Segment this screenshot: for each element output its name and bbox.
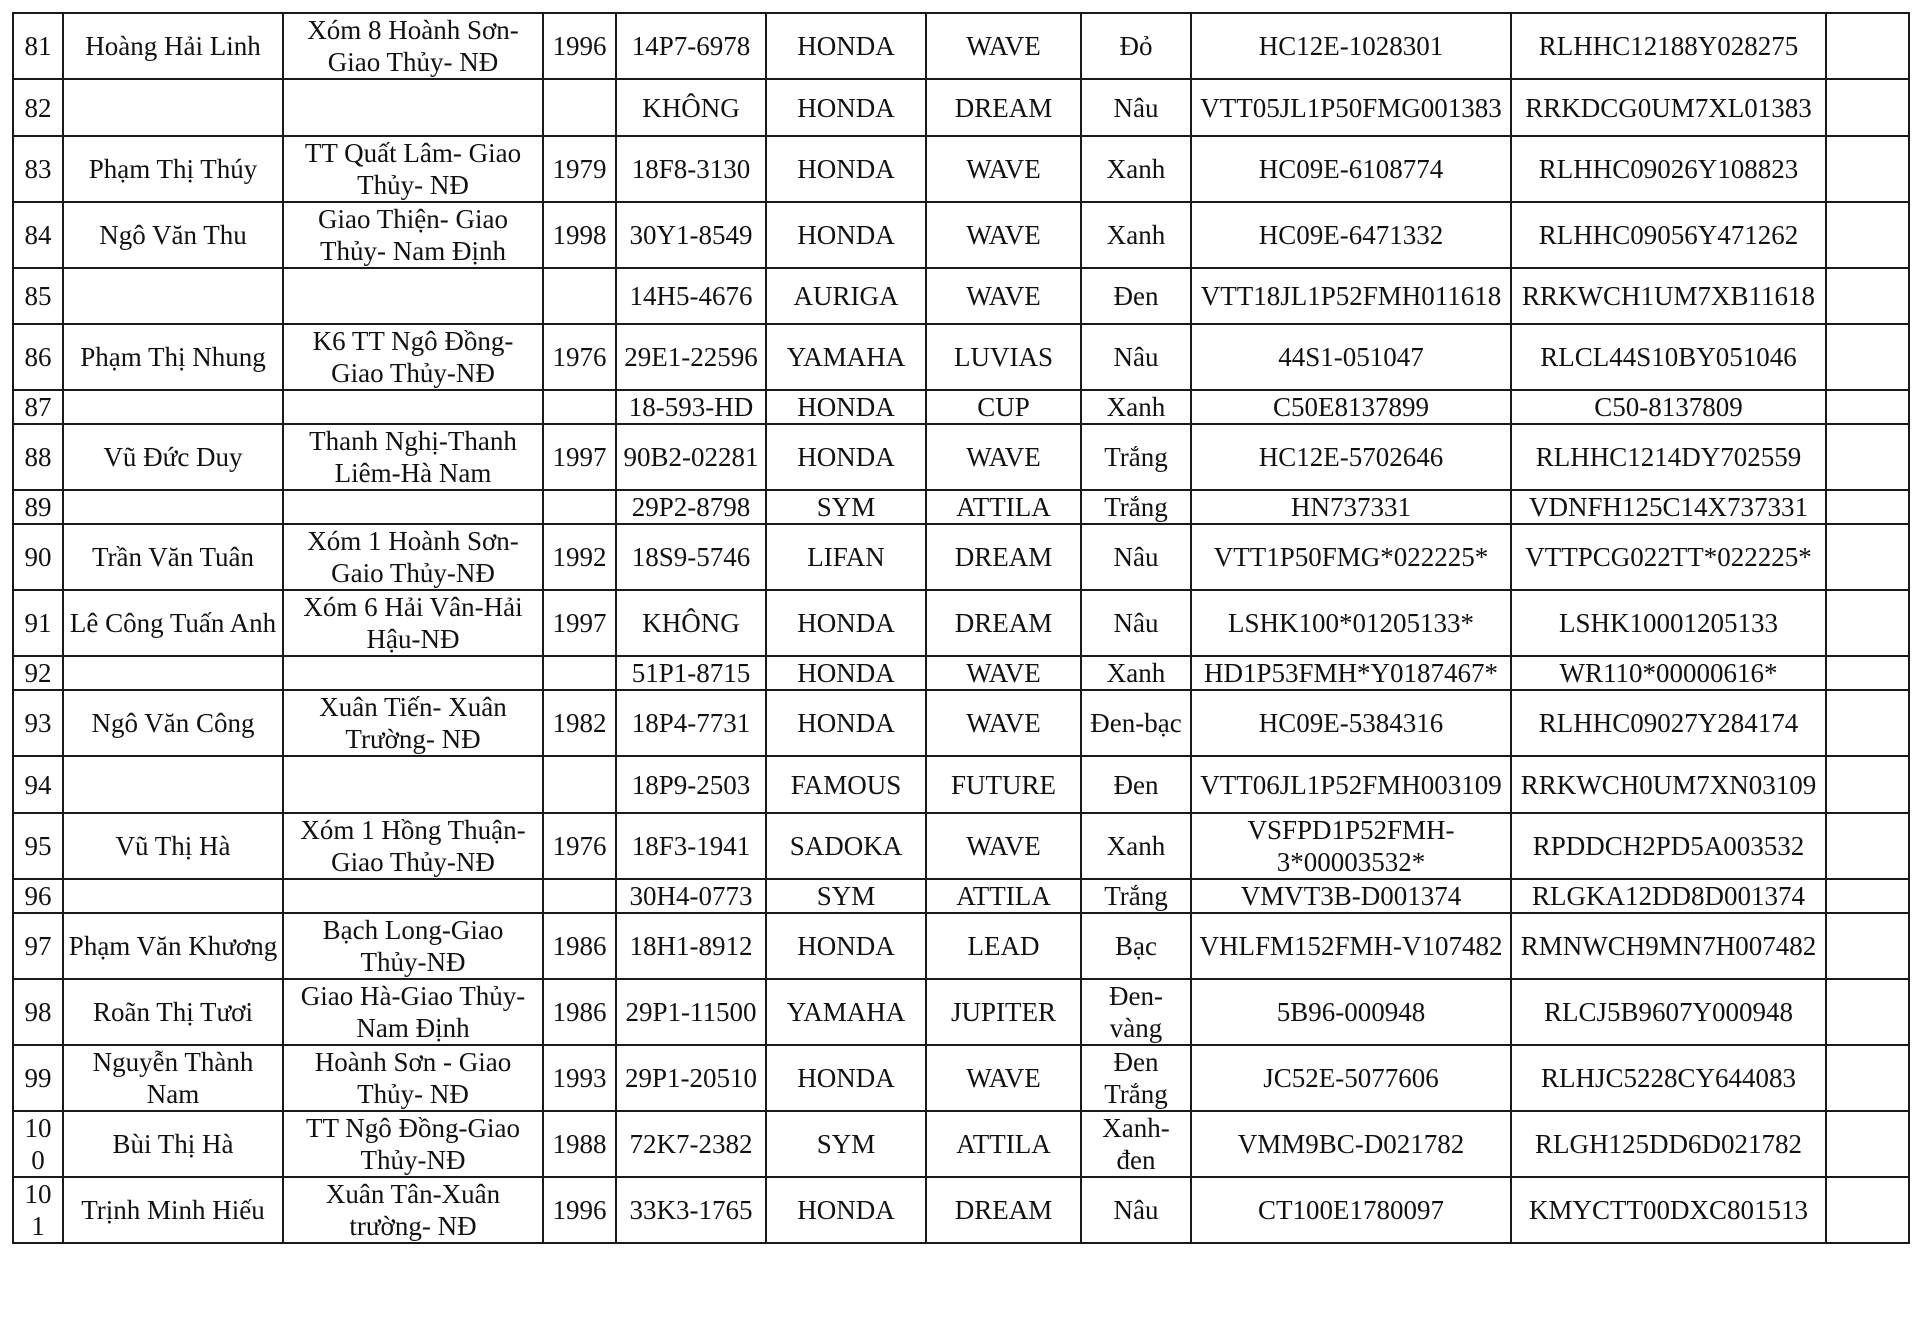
cell-model: WAVE <box>926 136 1081 202</box>
vehicle-table <box>12 12 1910 1244</box>
cell-address <box>283 390 543 424</box>
cell-brand: HONDA <box>766 136 926 202</box>
cell-frame-number: WR110*00000616* <box>1511 656 1826 690</box>
table-row <box>13 813 1909 879</box>
cell-address: Giao Thiện- Giao Thủy- Nam Định <box>283 202 543 268</box>
cell-stt: 101 <box>13 1177 63 1243</box>
cell-address <box>283 756 543 813</box>
cell-empty <box>1826 202 1909 268</box>
table-row <box>13 424 1909 490</box>
cell-brand: HONDA <box>766 390 926 424</box>
cell-brand: HONDA <box>766 13 926 79</box>
cell-frame-number: RLHHC09027Y284174 <box>1511 690 1826 756</box>
cell-stt: 100 <box>13 1111 63 1177</box>
cell-plate: 18S9-5746 <box>616 524 766 590</box>
cell-engine-number: C50E8137899 <box>1191 390 1511 424</box>
cell-stt: 87 <box>13 390 63 424</box>
cell-color: Đen-vàng <box>1081 979 1191 1045</box>
cell-color: Đen-bạc <box>1081 690 1191 756</box>
cell-engine-number: HC09E-5384316 <box>1191 690 1511 756</box>
cell-plate: 18-593-HD <box>616 390 766 424</box>
cell-model: CUP <box>926 390 1081 424</box>
cell-frame-number: RPDDCH2PD5A003532 <box>1511 813 1826 879</box>
cell-name: Ngô Văn Công <box>63 690 283 756</box>
cell-brand: HONDA <box>766 913 926 979</box>
cell-brand: HONDA <box>766 202 926 268</box>
cell-frame-number: VDNFH125C14X737331 <box>1511 490 1826 524</box>
cell-brand: HONDA <box>766 1045 926 1111</box>
cell-stt: 84 <box>13 202 63 268</box>
cell-frame-number: VTTPCG022TT*022225* <box>1511 524 1826 590</box>
table-row <box>13 324 1909 390</box>
cell-year: 1996 <box>543 13 616 79</box>
table-row <box>13 490 1909 524</box>
cell-name: Lê Công Tuấn Anh <box>63 590 283 656</box>
cell-empty <box>1826 524 1909 590</box>
cell-frame-number: KMYCTT00DXC801513 <box>1511 1177 1826 1243</box>
table-row <box>13 79 1909 136</box>
cell-name: Vũ Đức Duy <box>63 424 283 490</box>
cell-frame-number: RLHJC5228CY644083 <box>1511 1045 1826 1111</box>
cell-stt: 83 <box>13 136 63 202</box>
cell-address <box>283 268 543 324</box>
cell-name: Trịnh Minh Hiếu <box>63 1177 283 1243</box>
cell-year: 1986 <box>543 979 616 1045</box>
cell-empty <box>1826 79 1909 136</box>
cell-model: WAVE <box>926 690 1081 756</box>
cell-stt: 81 <box>13 13 63 79</box>
cell-model: WAVE <box>926 268 1081 324</box>
cell-brand: YAMAHA <box>766 979 926 1045</box>
cell-name <box>63 756 283 813</box>
cell-brand: HONDA <box>766 1177 926 1243</box>
table-row <box>13 524 1909 590</box>
cell-address: TT Ngô Đồng-Giao Thủy-NĐ <box>283 1111 543 1177</box>
cell-address: Thanh Nghị-Thanh Liêm-Hà Nam <box>283 424 543 490</box>
cell-model: WAVE <box>926 13 1081 79</box>
cell-name <box>63 79 283 136</box>
cell-empty <box>1826 136 1909 202</box>
table-row <box>13 879 1909 913</box>
cell-model: DREAM <box>926 79 1081 136</box>
cell-frame-number: RRKWCH1UM7XB11618 <box>1511 268 1826 324</box>
table-row <box>13 390 1909 424</box>
cell-year: 1993 <box>543 1045 616 1111</box>
cell-color: Nâu <box>1081 79 1191 136</box>
cell-empty <box>1826 690 1909 756</box>
table-body <box>13 13 1909 1243</box>
cell-name <box>63 268 283 324</box>
cell-color: Đỏ <box>1081 13 1191 79</box>
cell-plate: 29P1-20510 <box>616 1045 766 1111</box>
cell-empty <box>1826 1177 1909 1243</box>
cell-year: 1998 <box>543 202 616 268</box>
cell-plate: 14P7-6978 <box>616 13 766 79</box>
cell-stt: 89 <box>13 490 63 524</box>
cell-year: 1976 <box>543 324 616 390</box>
cell-frame-number: RLCJ5B9607Y000948 <box>1511 979 1826 1045</box>
cell-plate: 29P1-11500 <box>616 979 766 1045</box>
cell-color: Trắng <box>1081 424 1191 490</box>
cell-plate: 30Y1-8549 <box>616 202 766 268</box>
cell-brand: HONDA <box>766 590 926 656</box>
table-row <box>13 268 1909 324</box>
cell-stt: 88 <box>13 424 63 490</box>
cell-name <box>63 490 283 524</box>
cell-color: Trắng <box>1081 879 1191 913</box>
cell-brand: FAMOUS <box>766 756 926 813</box>
cell-brand: SADOKA <box>766 813 926 879</box>
cell-name: Phạm Thị Thúy <box>63 136 283 202</box>
cell-frame-number: RLCL44S10BY051046 <box>1511 324 1826 390</box>
cell-engine-number: VTT05JL1P50FMG001383 <box>1191 79 1511 136</box>
cell-empty <box>1826 979 1909 1045</box>
cell-name: Phạm Thị Nhung <box>63 324 283 390</box>
cell-name: Vũ Thị Hà <box>63 813 283 879</box>
table-row <box>13 979 1909 1045</box>
cell-engine-number: 44S1-051047 <box>1191 324 1511 390</box>
cell-year <box>543 268 616 324</box>
cell-model: JUPITER <box>926 979 1081 1045</box>
cell-empty <box>1826 1045 1909 1111</box>
cell-stt: 90 <box>13 524 63 590</box>
cell-brand: HONDA <box>766 690 926 756</box>
cell-address: Xóm 1 Hoành Sơn- Gaio Thủy-NĐ <box>283 524 543 590</box>
cell-empty <box>1826 1111 1909 1177</box>
cell-engine-number: VTT18JL1P52FMH011618 <box>1191 268 1511 324</box>
cell-stt: 97 <box>13 913 63 979</box>
cell-color: Nâu <box>1081 1177 1191 1243</box>
cell-year: 1986 <box>543 913 616 979</box>
cell-brand: HONDA <box>766 656 926 690</box>
cell-empty <box>1826 390 1909 424</box>
cell-plate: KHÔNG <box>616 79 766 136</box>
table-row <box>13 756 1909 813</box>
cell-frame-number: C50-8137809 <box>1511 390 1826 424</box>
cell-stt: 91 <box>13 590 63 656</box>
cell-model: FUTURE <box>926 756 1081 813</box>
cell-color: Nâu <box>1081 324 1191 390</box>
cell-address: Giao Hà-Giao Thủy- Nam Định <box>283 979 543 1045</box>
cell-color: Đen <box>1081 756 1191 813</box>
cell-address <box>283 656 543 690</box>
cell-plate: 29P2-8798 <box>616 490 766 524</box>
cell-engine-number: VSFPD1P52FMH-3*00003532* <box>1191 813 1511 879</box>
cell-year: 1997 <box>543 424 616 490</box>
cell-color: Bạc <box>1081 913 1191 979</box>
cell-name <box>63 390 283 424</box>
cell-color: Xanh <box>1081 202 1191 268</box>
cell-plate: 18F8-3130 <box>616 136 766 202</box>
cell-plate: 51P1-8715 <box>616 656 766 690</box>
cell-stt: 86 <box>13 324 63 390</box>
cell-address: Xuân Tân-Xuân trường- NĐ <box>283 1177 543 1243</box>
cell-color: Xanh <box>1081 813 1191 879</box>
cell-stt: 85 <box>13 268 63 324</box>
cell-address: TT Quất Lâm- Giao Thủy- NĐ <box>283 136 543 202</box>
cell-address <box>283 79 543 136</box>
cell-color: Trắng <box>1081 490 1191 524</box>
cell-stt: 94 <box>13 756 63 813</box>
cell-color: Xanh-đen <box>1081 1111 1191 1177</box>
cell-address: Xóm 8 Hoành Sơn- Giao Thủy- NĐ <box>283 13 543 79</box>
cell-year: 1976 <box>543 813 616 879</box>
cell-year <box>543 490 616 524</box>
cell-engine-number: CT100E1780097 <box>1191 1177 1511 1243</box>
cell-address <box>283 879 543 913</box>
cell-year: 1996 <box>543 1177 616 1243</box>
cell-plate: 18P9-2503 <box>616 756 766 813</box>
cell-engine-number: HC12E-1028301 <box>1191 13 1511 79</box>
cell-address: Xóm 1 Hồng Thuận- Giao Thủy-NĐ <box>283 813 543 879</box>
cell-name: Hoàng Hải Linh <box>63 13 283 79</box>
cell-name: Bùi Thị Hà <box>63 1111 283 1177</box>
cell-model: WAVE <box>926 656 1081 690</box>
cell-empty <box>1826 813 1909 879</box>
cell-empty <box>1826 424 1909 490</box>
cell-address <box>283 490 543 524</box>
cell-model: ATTILA <box>926 1111 1081 1177</box>
cell-model: LUVIAS <box>926 324 1081 390</box>
cell-color: Nâu <box>1081 524 1191 590</box>
table-row <box>13 590 1909 656</box>
cell-name: Roãn Thị Tươi <box>63 979 283 1045</box>
table-row <box>13 1177 1909 1243</box>
cell-plate: 33K3-1765 <box>616 1177 766 1243</box>
cell-frame-number: RRKWCH0UM7XN03109 <box>1511 756 1826 813</box>
cell-brand: SYM <box>766 879 926 913</box>
cell-engine-number: HN737331 <box>1191 490 1511 524</box>
cell-name: Trần Văn Tuân <box>63 524 283 590</box>
cell-year <box>543 79 616 136</box>
table-row <box>13 913 1909 979</box>
cell-model: WAVE <box>926 1045 1081 1111</box>
cell-address: K6 TT Ngô Đồng- Giao Thủy-NĐ <box>283 324 543 390</box>
cell-engine-number: VHLFM152FMH-V107482 <box>1191 913 1511 979</box>
cell-stt: 92 <box>13 656 63 690</box>
cell-brand: LIFAN <box>766 524 926 590</box>
cell-color: Xanh <box>1081 656 1191 690</box>
cell-brand: SYM <box>766 490 926 524</box>
cell-engine-number: VMVT3B-D001374 <box>1191 879 1511 913</box>
cell-frame-number: RLHHC1214DY702559 <box>1511 424 1826 490</box>
cell-engine-number: HC09E-6471332 <box>1191 202 1511 268</box>
cell-frame-number: RMNWCH9MN7H007482 <box>1511 913 1826 979</box>
cell-empty <box>1826 13 1909 79</box>
cell-color: Xanh <box>1081 136 1191 202</box>
cell-year <box>543 390 616 424</box>
cell-empty <box>1826 756 1909 813</box>
cell-plate: 30H4-0773 <box>616 879 766 913</box>
cell-engine-number: LSHK100*01205133* <box>1191 590 1511 656</box>
cell-address: Hoành Sơn - Giao Thủy- NĐ <box>283 1045 543 1111</box>
cell-name: Phạm Văn Khương <box>63 913 283 979</box>
cell-color: Đen Trắng <box>1081 1045 1191 1111</box>
cell-name <box>63 656 283 690</box>
cell-plate: 90B2-02281 <box>616 424 766 490</box>
cell-empty <box>1826 490 1909 524</box>
cell-year <box>543 656 616 690</box>
cell-brand: YAMAHA <box>766 324 926 390</box>
cell-engine-number: VTT1P50FMG*022225* <box>1191 524 1511 590</box>
cell-model: WAVE <box>926 202 1081 268</box>
cell-frame-number: RLGKA12DD8D001374 <box>1511 879 1826 913</box>
cell-brand: AURIGA <box>766 268 926 324</box>
cell-name: Nguyễn Thành Nam <box>63 1045 283 1111</box>
cell-plate: KHÔNG <box>616 590 766 656</box>
table-row <box>13 13 1909 79</box>
cell-model: LEAD <box>926 913 1081 979</box>
cell-brand: SYM <box>766 1111 926 1177</box>
cell-address: Bạch Long-Giao Thủy-NĐ <box>283 913 543 979</box>
cell-year: 1982 <box>543 690 616 756</box>
cell-year: 1997 <box>543 590 616 656</box>
cell-model: ATTILA <box>926 879 1081 913</box>
cell-engine-number: 5B96-000948 <box>1191 979 1511 1045</box>
cell-name <box>63 879 283 913</box>
cell-year: 1992 <box>543 524 616 590</box>
cell-model: WAVE <box>926 424 1081 490</box>
cell-frame-number: RLGH125DD6D021782 <box>1511 1111 1826 1177</box>
cell-model: WAVE <box>926 813 1081 879</box>
cell-engine-number: HC12E-5702646 <box>1191 424 1511 490</box>
cell-frame-number: LSHK10001205133 <box>1511 590 1826 656</box>
cell-address: Xuân Tiến- Xuân Trường- NĐ <box>283 690 543 756</box>
cell-color: Nâu <box>1081 590 1191 656</box>
cell-name: Ngô Văn Thu <box>63 202 283 268</box>
cell-model: DREAM <box>926 1177 1081 1243</box>
cell-model: ATTILA <box>926 490 1081 524</box>
cell-color: Đen <box>1081 268 1191 324</box>
cell-address: Xóm 6 Hải Vân-Hải Hậu-NĐ <box>283 590 543 656</box>
cell-empty <box>1826 913 1909 979</box>
cell-frame-number: RLHHC09056Y471262 <box>1511 202 1826 268</box>
cell-color: Xanh <box>1081 390 1191 424</box>
cell-model: DREAM <box>926 524 1081 590</box>
cell-stt: 96 <box>13 879 63 913</box>
table-row <box>13 656 1909 690</box>
cell-stt: 82 <box>13 79 63 136</box>
cell-engine-number: JC52E-5077606 <box>1191 1045 1511 1111</box>
table-row <box>13 136 1909 202</box>
table-row <box>13 202 1909 268</box>
cell-stt: 98 <box>13 979 63 1045</box>
cell-year: 1988 <box>543 1111 616 1177</box>
cell-stt: 93 <box>13 690 63 756</box>
table-row <box>13 1111 1909 1177</box>
cell-engine-number: HC09E-6108774 <box>1191 136 1511 202</box>
cell-empty <box>1826 324 1909 390</box>
cell-engine-number: HD1P53FMH*Y0187467* <box>1191 656 1511 690</box>
cell-empty <box>1826 656 1909 690</box>
cell-year: 1979 <box>543 136 616 202</box>
cell-plate: 72K7-2382 <box>616 1111 766 1177</box>
cell-plate: 14H5-4676 <box>616 268 766 324</box>
cell-brand: HONDA <box>766 424 926 490</box>
cell-stt: 95 <box>13 813 63 879</box>
cell-plate: 18F3-1941 <box>616 813 766 879</box>
cell-stt: 99 <box>13 1045 63 1111</box>
cell-plate: 18H1-8912 <box>616 913 766 979</box>
cell-frame-number: RRKDCG0UM7XL01383 <box>1511 79 1826 136</box>
cell-empty <box>1826 590 1909 656</box>
cell-empty <box>1826 879 1909 913</box>
table-row <box>13 690 1909 756</box>
cell-empty <box>1826 268 1909 324</box>
cell-frame-number: RLHHC12188Y028275 <box>1511 13 1826 79</box>
cell-year <box>543 756 616 813</box>
cell-model: DREAM <box>926 590 1081 656</box>
table-row <box>13 1045 1909 1111</box>
cell-plate: 29E1-22596 <box>616 324 766 390</box>
cell-year <box>543 879 616 913</box>
cell-brand: HONDA <box>766 79 926 136</box>
cell-frame-number: RLHHC09026Y108823 <box>1511 136 1826 202</box>
cell-engine-number: VMM9BC-D021782 <box>1191 1111 1511 1177</box>
cell-engine-number: VTT06JL1P52FMH003109 <box>1191 756 1511 813</box>
cell-plate: 18P4-7731 <box>616 690 766 756</box>
